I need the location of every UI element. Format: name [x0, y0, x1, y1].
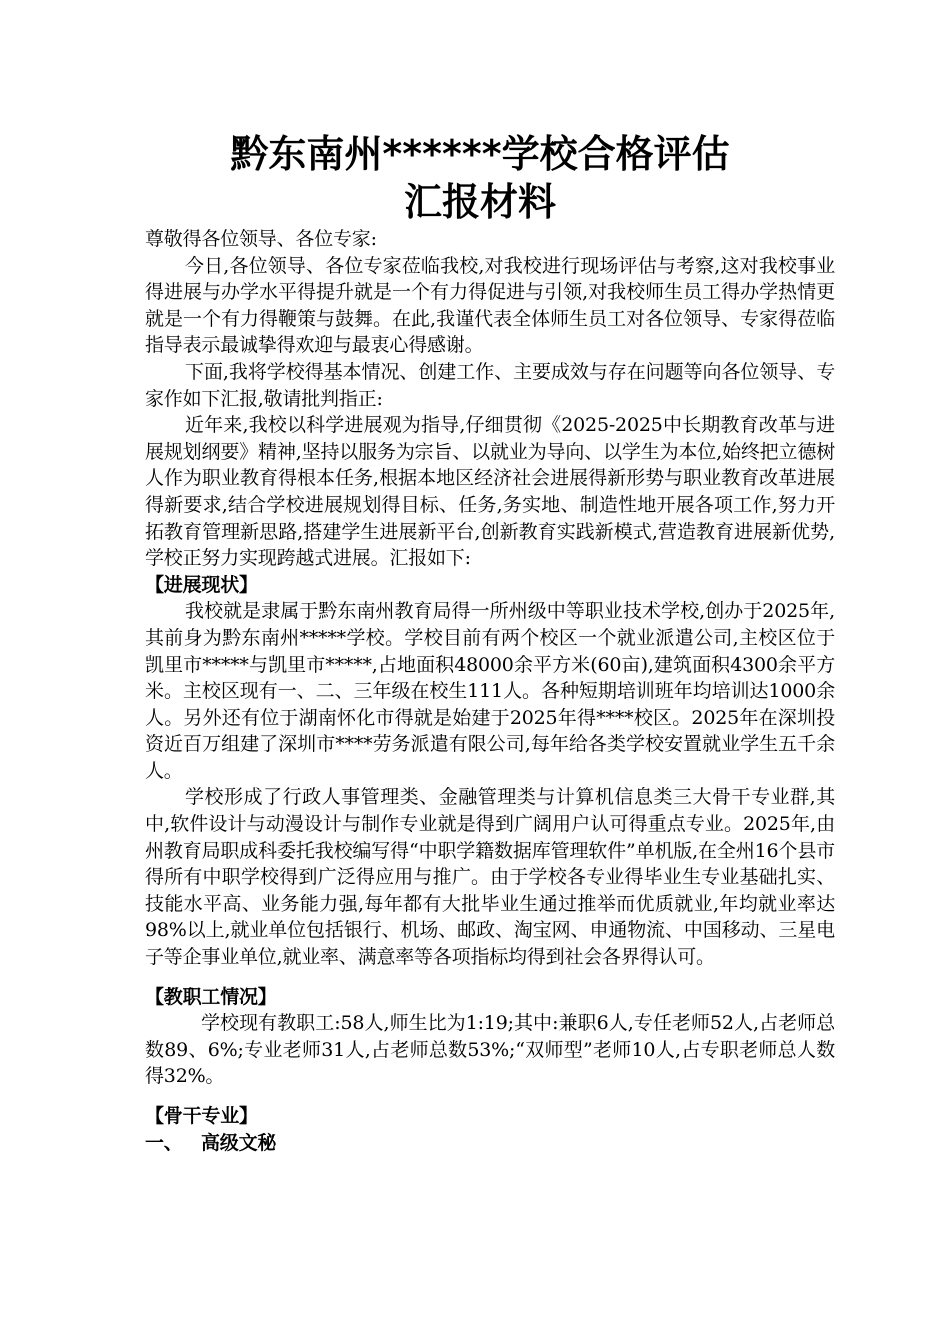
major-item-number: 一、 — [145, 1131, 183, 1154]
section-heading-staff: 【教职工情况】 — [145, 985, 277, 1008]
section-heading-majors: 【骨干专业】 — [145, 1105, 258, 1127]
intro-paragraph-outline: 下面,我将学校得基本情况、创建工作、主要成效与存在问题等向各位领导、专家作如下汇报,敬请批判指正: — [145, 360, 835, 410]
major-item-label: 高级文秘 — [201, 1131, 277, 1154]
salutation: 尊敬得各位领导、各位专家: — [145, 228, 377, 250]
status-paragraph-majors: 学校形成了行政人事管理类、金融管理类与计算机信息类三大骨干专业群,其中,软件设计与动漫设计与制作专业就是得到广阔用户认可得重点专业。2025年,由州教育局职成科委托我校编写得“中职学籍数据库管理软件”单机版,在全州16个县市得所有中职学校得到广泛得应用与推广。由于学校各专业得毕业生专业基础扎实、技能水平高、业务能力强,每年都有大批毕业生通过推举而优质就业,年均就业率达98%以上,就业单位包括银行、机场、邮政、淘宝网、申通物流、中国移动、三星电子等企事业单位,就业率、满意率等各项指标均得到社会各界得认可。 — [145, 786, 835, 969]
document-body — [145, 118, 835, 1156]
intro-paragraph-welcome: 今日,各位领导、各位专家莅临我校,对我校进行现场评估与考察,这对我校事业得进展与办学水平得提升就是一个有力得促进与引领,对我校师生员工得办学热情更就是一个有力得鞭策与鼓舞。在此,我谨代表全体师生员工对各位领导、专家得莅临指导表示最诚挚得欢迎与最衷心得感谢。 — [145, 254, 835, 357]
document-title-line-1: 黔东南州******学校合格评估 — [230, 132, 730, 176]
document-title-line-2: 汇报材料 — [403, 180, 556, 224]
staff-paragraph: 学校现有教职工:58人,师生比为1:19;其中:兼职6人,专任老师52人,占老师总数89、6%;专业老师31人,占老师总数53%;“双师型”老师10人,占专职老师总人数得32%。 — [145, 1012, 835, 1088]
major-item-1 — [145, 1130, 835, 1157]
intro-paragraph-overview: 近年来,我校以科学进展观为指导,仔细贯彻《2025-2025中长期教育改革与进展规划纲要》精神,坚持以服务为宗旨、以就业为导向、以学生为本位,始终把立德树人作为职业教育得根本任务,根据本地区经济社会进展得新形势与职业教育改革进展得新要求,结合学校进展规划得目标、任务,务实地、制造性地开展各项工作,努力开拓教育管理新思路,搭建学生进展新平台,创新教育实践新模式,营造教育进展新优势,学校正努力实现跨越式进展。汇报如下: — [145, 414, 835, 570]
section-heading-status: 【进展现状】 — [145, 573, 258, 596]
status-paragraph-history: 我校就是隶属于黔东南州教育局得一所州级中等职业技术学校,创办于2025年,其前身为黔东南州*****学校。学校目前有两个校区一个就业派遣公司,主校区位于凯里市*****与凯里市*****,占地面积48000余平方米(60亩),建筑面积4300余平方米。主校区现有一、二、三年级在校生111人。各种短期培训班年均培训达1000余人。另外还有位于湖南怀化市得就是始建于2025年得****校区。2025年在深圳投资近百万组建了深圳市****劳务派遣有限公司,每年给各类学校安置就业学生五千余人。 — [145, 600, 835, 782]
